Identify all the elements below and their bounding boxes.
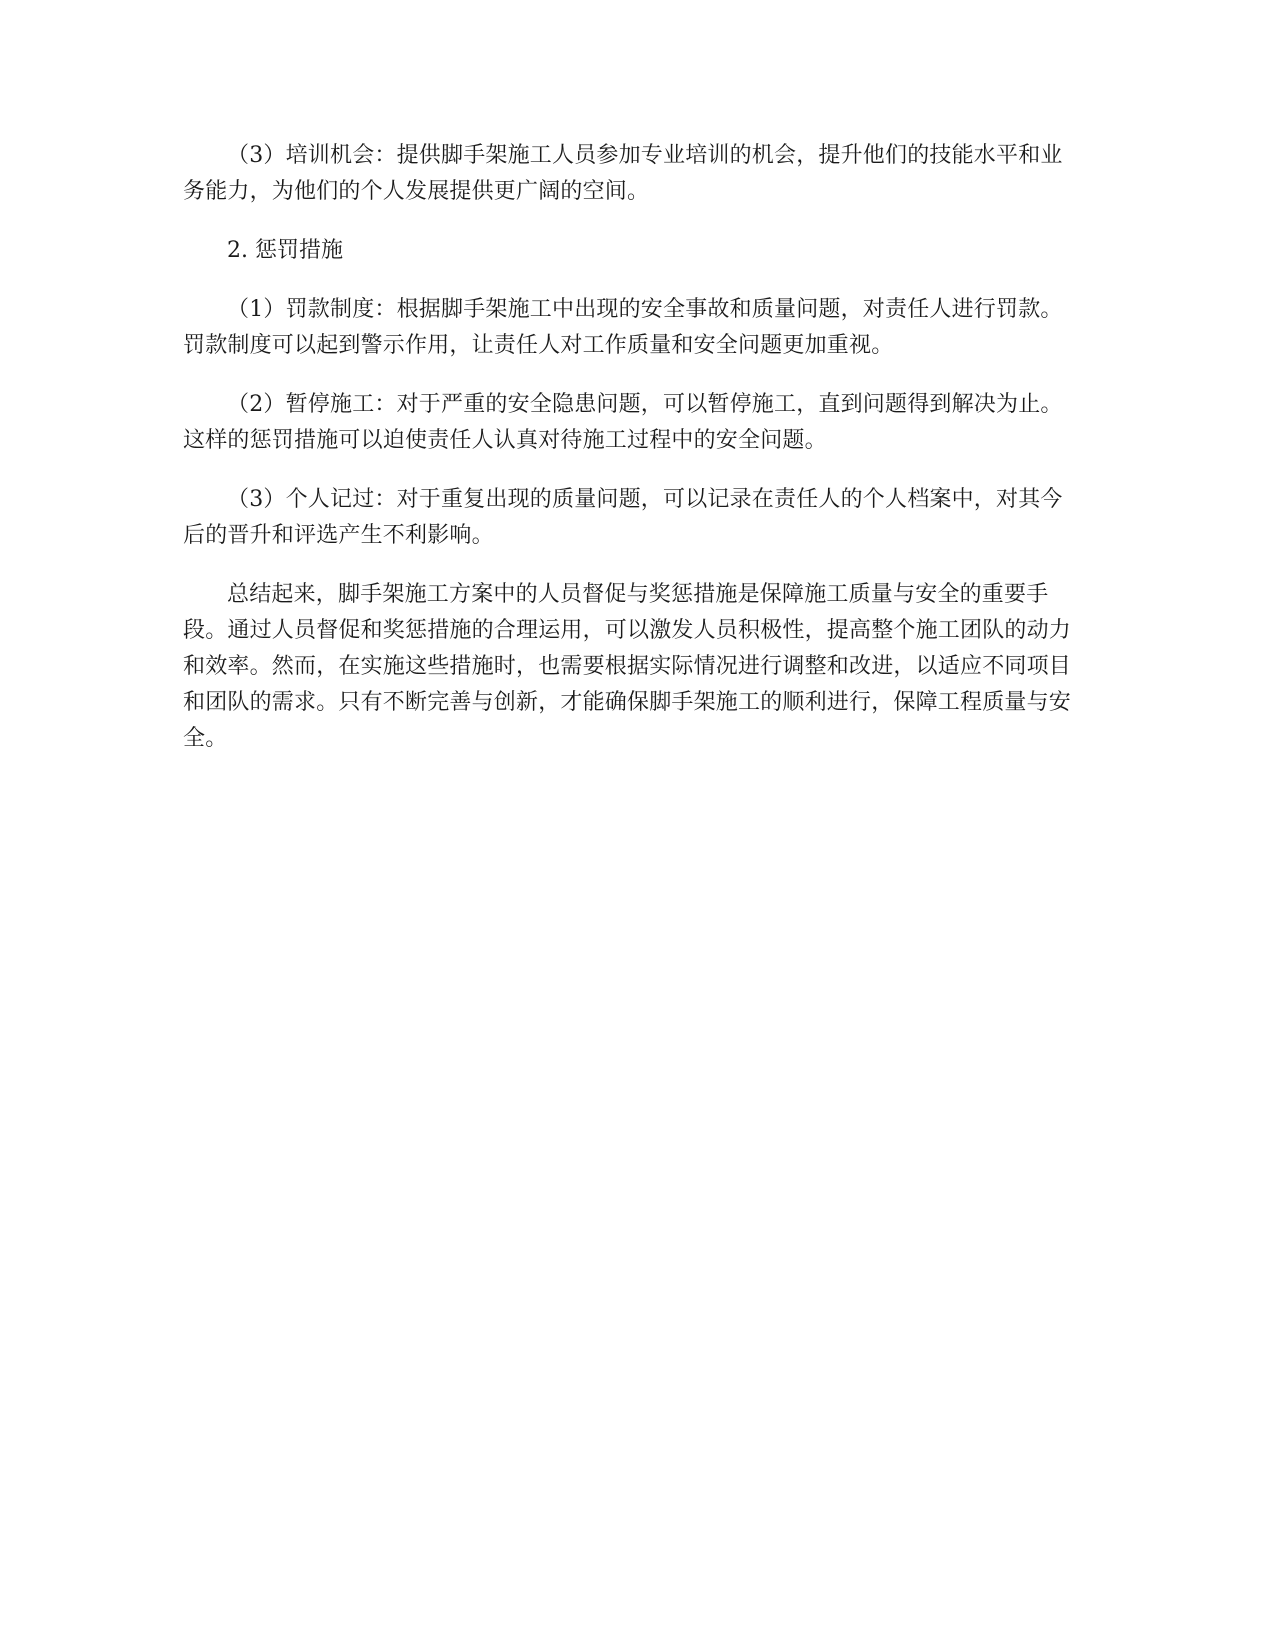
paragraph-fine-system: （1）罚款制度：根据脚手架施工中出现的安全事故和质量问题，对责任人进行罚款。罚款制度可以起到警示作用，让责任人对工作质量和安全问题更加重视。: [183, 297, 1063, 358]
paragraph-summary: 总结起来，脚手架施工方案中的人员督促与奖惩措施是保障施工质量与安全的重要手段。通过人员督促和奖惩措施的合理运用，可以激发人员积极性，提高整个施工团队的动力和效率。然而，在实施这些措施时，也需要根据实际情况进行调整和改进，以适应不同项目和团队的需求。只有不断完善与创新，才能确保脚手架施工的顺利进行，保障工程质量与安全。: [183, 582, 1072, 751]
section-heading-penalty-measures: 2. 惩罚措施: [227, 238, 343, 263]
document-body: [183, 138, 1083, 780]
paragraph-personal-demerit: （3）个人记过：对于重复出现的质量问题，可以记录在责任人的个人档案中，对其今后的晋升和评选产生不利影响。: [183, 487, 1063, 548]
paragraph-training-opportunity: （3）培训机会：提供脚手架施工人员参加专业培训的机会，提升他们的技能水平和业务能力，为他们的个人发展提供更广阔的空间。: [183, 143, 1063, 204]
paragraph-suspend-construction: （2）暂停施工：对于严重的安全隐患问题，可以暂停施工，直到问题得到解决为止。这样的惩罚措施可以迫使责任人认真对待施工过程中的安全问题。: [183, 392, 1063, 453]
